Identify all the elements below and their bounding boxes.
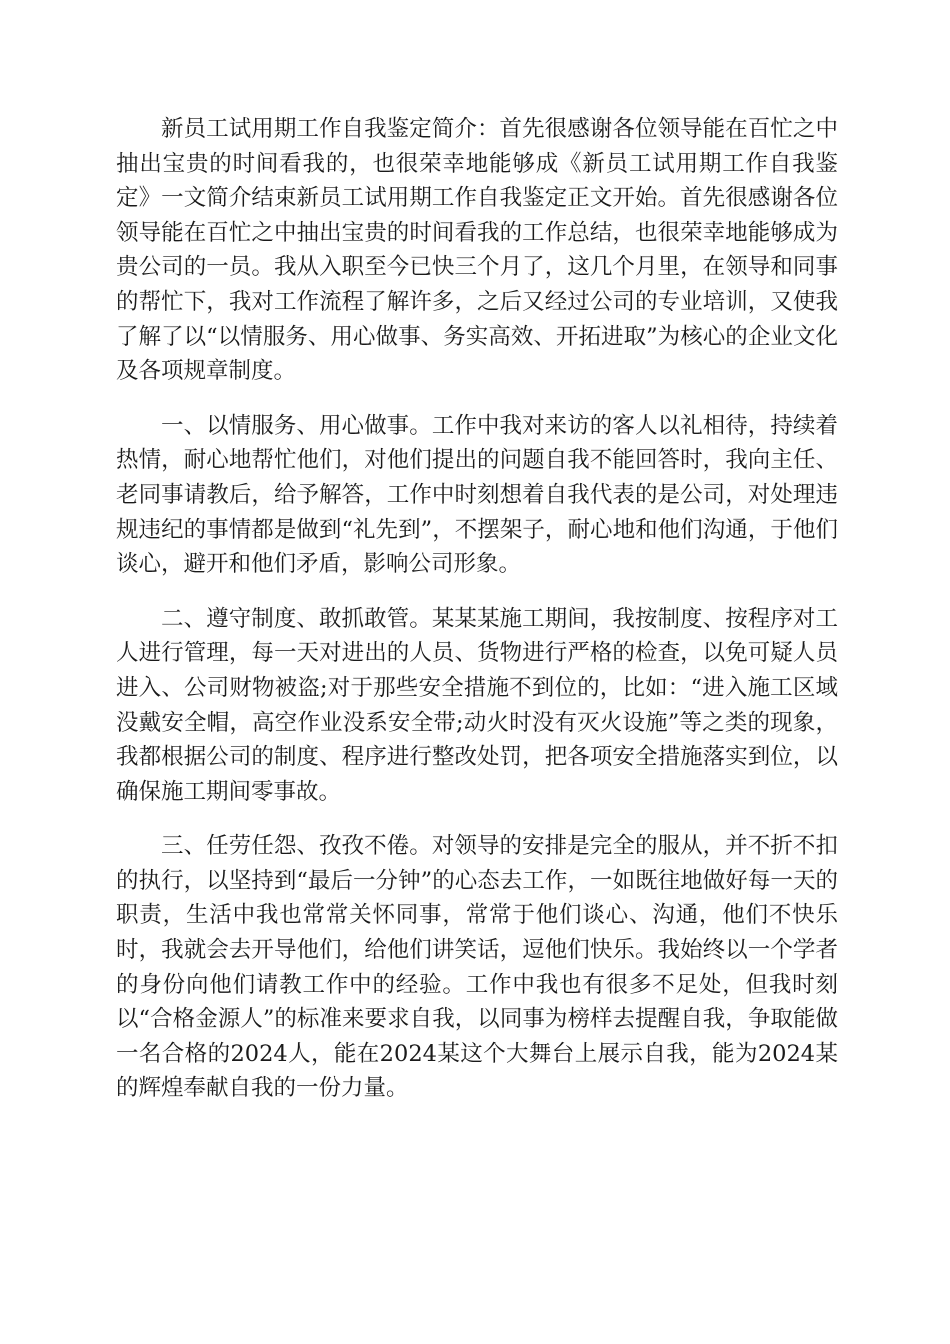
paragraph-section-3: 三、任劳任怨、孜孜不倦。对领导的安排是完全的服从，并不折不扣的执行，以坚持到“最后一分钟”的心态去工作，一如既往地做好每一天的职责，生活中我也常常关怀同事，常常于他们谈心、沟通，他们不快乐时，我就会去开导他们，给他们讲笑话，逗他们快乐。我始终以一个学者的身份向他们请教工作中的经验。工作中我也有很多不足处，但我时刻以“合格金源人”的标准来要求自我，以同事为榜样去提醒自我，争取能做一名合格的2024人，能在2024某这个大舞台上展示自我，能为2024某的辉煌奉献自我的一份力量。	[116, 833, 838, 1102]
paragraph-section-2: 二、遵守制度、敢抓敢管。某某某施工期间，我按制度、按程序对工人进行管理，每一天对进出的人员、货物进行严格的检查，以免可疑人员进入、公司财物被盗;对于那些安全措施不到位的，比如：“进入施工区域没戴安全帽，高空作业没系安全带;动火时没有灭火设施”等之类的现象，我都根据公司的制度、程序进行整改处罚，把各项安全措施落实到位，以确保施工期间零事故。	[116, 605, 838, 805]
paragraph-section-1: 一、以情服务、用心做事。工作中我对来访的客人以礼相待，持续着热情，耐心地帮忙他们，对他们提出的问题自我不能回答时，我向主任、老同事请教后，给予解答，工作中时刻想着自我代表的是公司，对处理违规违纪的事情都是做到“礼先到”，不摆架子，耐心地和他们沟通，于他们谈心，避开和他们矛盾，影响公司形象。	[116, 412, 838, 578]
document-body	[116, 112, 838, 1126]
paragraph-intro: 新员工试用期工作自我鉴定简介：首先很感谢各位领导能在百忙之中抽出宝贵的时间看我的，也很荣幸地能够成《新员工试用期工作自我鉴定》一文简介结束新员工试用期工作自我鉴定正文开始。首先很感谢各位领导能在百忙之中抽出宝贵的时间看我的工作总结，也很荣幸地能够成为贵公司的一员。我从入职至今已快三个月了，这几个月里，在领导和同事的帮忙下，我对工作流程了解许多，之后又经过公司的专业培训，又使我了解了以“以情服务、用心做事、务实高效、开拓进取”为核心的企业文化及各项规章制度。	[116, 116, 838, 385]
